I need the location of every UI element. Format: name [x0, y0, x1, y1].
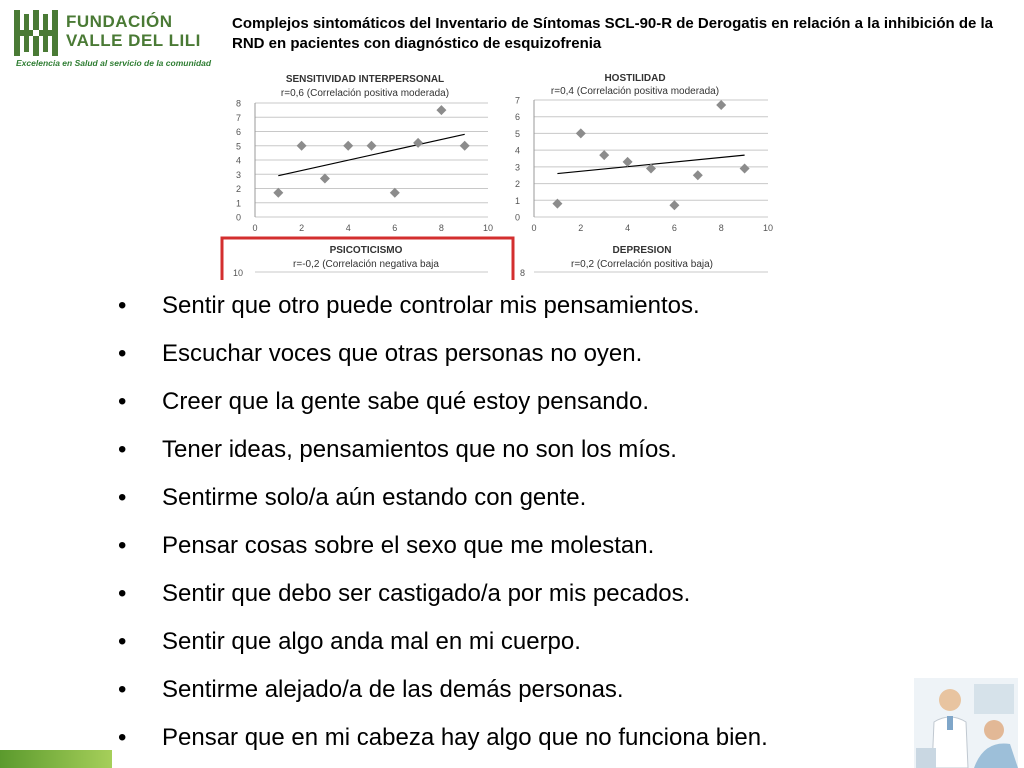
symptom-item — [118, 618, 768, 666]
bullet-icon: • — [118, 628, 127, 655]
sensitividad-x-tick-label: 2 — [299, 223, 305, 233]
sensitividad-x-tick-label: 0 — [252, 223, 258, 233]
sensitividad-data-point — [297, 141, 307, 151]
sensitividad-data-point — [390, 188, 400, 198]
scatter-charts — [0, 0, 1024, 280]
symptom-text: Sentirme solo/a aún estando con gente. — [162, 484, 587, 511]
hostilidad-x-tick-label: 8 — [718, 223, 724, 233]
bullet-icon: • — [118, 340, 127, 367]
hostilidad-data-point — [693, 170, 703, 180]
sensitividad-data-point — [436, 105, 446, 115]
sensitividad-y-tick-label: 1 — [235, 198, 241, 209]
sensitividad-trendline — [278, 134, 464, 175]
symptom-item — [118, 666, 768, 714]
hostilidad-y-tick-label: 7 — [514, 95, 520, 106]
logo-tagline: Excelencia en Salud al servicio de la comunidad — [16, 58, 212, 68]
hostilidad-y-tick-label: 6 — [514, 112, 520, 123]
doctor-patient-photo-icon — [914, 678, 1018, 768]
hostilidad-y-tick-label: 0 — [514, 212, 520, 223]
hostilidad-data-point — [669, 200, 679, 210]
sensitividad-chart-subtitle: r=0,6 (Correlación positiva moderada) — [280, 88, 450, 99]
footer-accent-bar — [0, 750, 112, 768]
sensitividad-y-tick-label: 8 — [235, 98, 241, 109]
sensitividad-y-tick-label: 7 — [235, 112, 241, 123]
symptom-item — [118, 282, 768, 330]
bullet-icon: • — [118, 436, 127, 463]
sensitividad-y-tick-label: 5 — [235, 141, 241, 152]
hostilidad-data-point — [623, 157, 633, 167]
hostilidad-y-tick-label: 3 — [514, 162, 520, 173]
sensitividad-data-point — [413, 138, 423, 148]
sensitividad-chart-title: SENSITIVIDAD INTERPERSONAL — [285, 74, 445, 85]
hostilidad-x-tick-label: 2 — [578, 223, 584, 233]
symptom-text: Pensar cosas sobre el sexo que me molestan. — [162, 532, 655, 559]
symptom-text: Tener ideas, pensamientos que no son los míos. — [162, 436, 677, 463]
bullet-icon: • — [118, 532, 127, 559]
hostilidad-x-tick-label: 4 — [625, 223, 631, 233]
hostilidad-data-point — [599, 150, 609, 160]
hostilidad-chart-subtitle: r=0,4 (Correlación positiva moderada) — [550, 86, 720, 97]
psicoticismo-y-tick-label: 10 — [232, 268, 243, 278]
hostilidad-x-tick-label: 0 — [531, 223, 537, 233]
symptom-item — [118, 474, 768, 522]
bullet-icon: • — [118, 676, 127, 703]
sensitividad-data-point — [460, 141, 470, 151]
hostilidad-y-tick-label: 5 — [514, 128, 520, 139]
symptom-item — [118, 378, 768, 426]
hostilidad-y-tick-label: 2 — [514, 179, 520, 190]
bullet-icon: • — [118, 580, 127, 607]
symptom-text: Sentir que debo ser castigado/a por mis pecados. — [162, 580, 691, 607]
bullet-icon: • — [118, 292, 127, 319]
sensitividad-x-tick-label: 6 — [392, 223, 398, 233]
depresion-chart-title: DEPRESION — [612, 245, 672, 256]
logo-text-line1: FUNDACIÓN — [66, 12, 173, 31]
psicoticismo-chart-subtitle: r=-0,2 (Correlación negativa baja — [293, 259, 439, 270]
symptom-list — [118, 282, 768, 762]
psicoticismo-chart-title: PSICOTICISMO — [329, 245, 403, 256]
hostilidad-y-tick-label: 1 — [514, 195, 520, 206]
sensitividad-data-point — [320, 174, 330, 184]
symptom-text: Creer que la gente sabe qué estoy pensando. — [162, 388, 650, 415]
sensitividad-y-tick-label: 6 — [235, 127, 241, 137]
sensitividad-x-tick-label: 4 — [345, 223, 351, 233]
symptom-item — [118, 570, 768, 618]
hostilidad-data-point — [716, 100, 726, 110]
bullet-icon: • — [118, 484, 127, 511]
sensitividad-data-point — [343, 141, 353, 151]
symptom-item — [118, 330, 768, 378]
symptom-text: Escuchar voces que otras personas no oyen. — [162, 340, 643, 367]
sensitividad-y-tick-label: 4 — [235, 155, 241, 166]
logo-text-line2: VALLE DEL LILI — [66, 31, 201, 50]
sensitividad-data-point — [367, 141, 377, 151]
slide-title: Complejos sintomáticos del Inventario de Síntomas SCL-90-R de Derogatis en relación a la inhibición de la RND en pacientes con diagnóstico de esquizofrenia — [232, 15, 994, 52]
symptom-item — [118, 426, 768, 474]
symptom-text: Sentir que algo anda mal en mi cuerpo. — [162, 628, 581, 655]
hostilidad-x-tick-label: 6 — [671, 223, 677, 233]
hostilidad-chart-title: HOSTILIDAD — [604, 73, 666, 84]
hostilidad-data-point — [576, 128, 586, 138]
sensitividad-y-tick-label: 2 — [235, 184, 241, 194]
bullet-icon: • — [118, 388, 127, 415]
sensitividad-data-point — [273, 188, 283, 198]
symptom-text: Sentirme alejado/a de las demás personas. — [162, 676, 624, 703]
symptom-item — [118, 522, 768, 570]
symptom-text: Sentir que otro puede controlar mis pensamientos. — [162, 292, 700, 319]
hostilidad-data-point — [740, 164, 750, 174]
sensitividad-x-tick-label: 10 — [482, 223, 494, 233]
sensitividad-y-tick-label: 0 — [235, 212, 241, 223]
depresion-chart-subtitle: r=0,2 (Correlación positiva baja) — [570, 259, 714, 270]
hostilidad-x-tick-label: 10 — [762, 223, 774, 233]
symptom-item — [118, 714, 768, 762]
symptom-text: Pensar que en mi cabeza hay algo que no funciona bien. — [162, 724, 768, 751]
sensitividad-x-tick-label: 8 — [438, 223, 444, 233]
bullet-icon: • — [118, 724, 127, 751]
hostilidad-y-tick-label: 4 — [514, 145, 520, 156]
depresion-y-tick-label: 8 — [519, 268, 525, 278]
sensitividad-y-tick-label: 3 — [235, 169, 241, 180]
